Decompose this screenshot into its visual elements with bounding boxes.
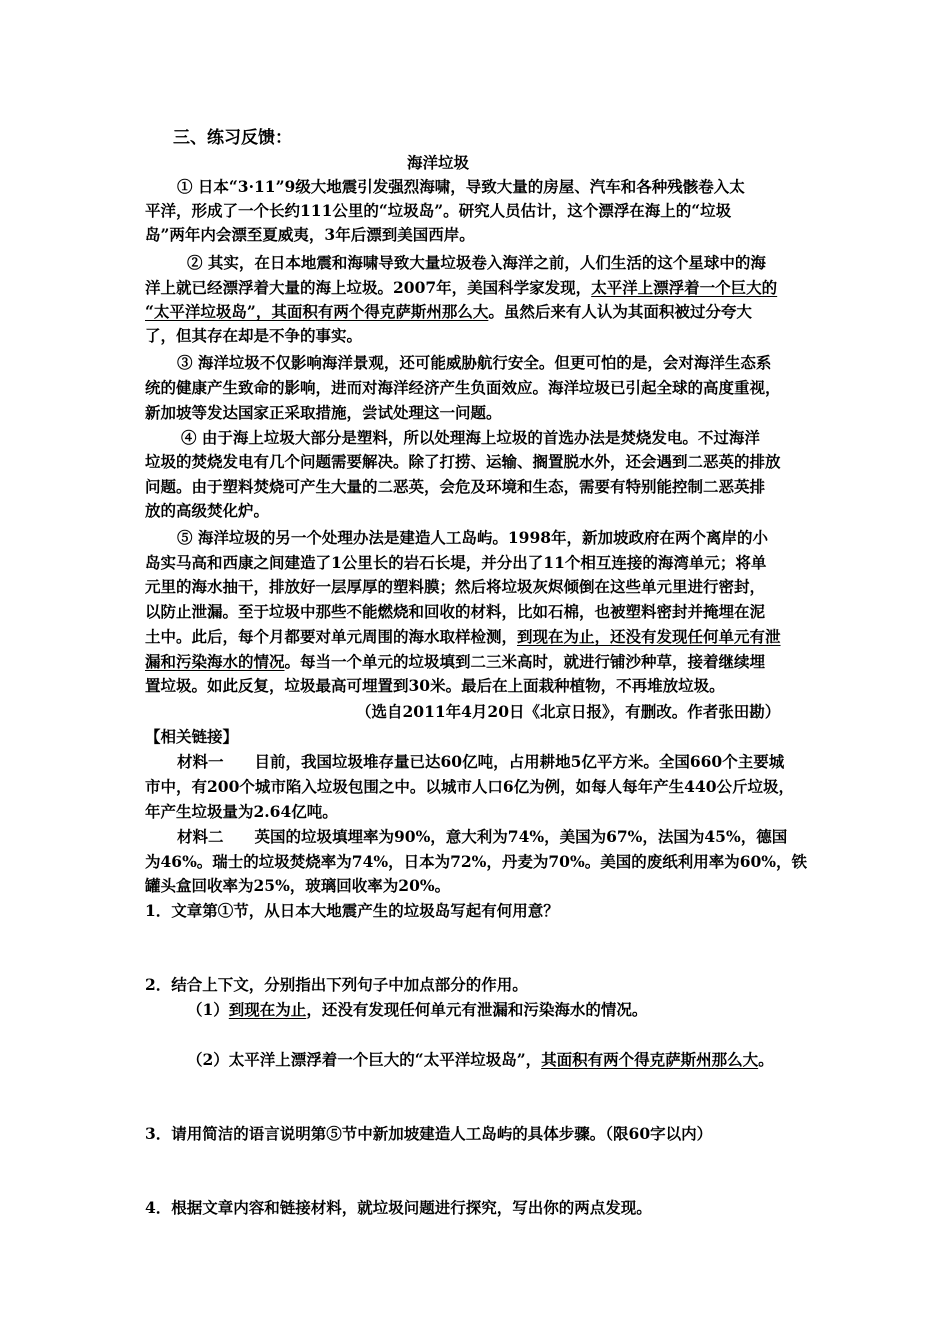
p5-underlined-phrase-cont: 漏和污染海水的情况 [145, 652, 285, 671]
question-2-2 [187, 1050, 774, 1070]
p2-line-3 [145, 302, 752, 322]
question-2-1-text: ，还没有发现任何单元有泄漏和污染海水的情况。 [306, 1000, 648, 1019]
section-title: 三、练习反馈： [173, 128, 292, 148]
p2-line-2-text: 洋上就已经漂浮着大量的海上垃圾。2007年，美国科学家发现， [145, 278, 592, 297]
p2-line-2 [145, 278, 777, 298]
material-2-line-2: 为46%。瑞士的垃圾焚烧率为74%，日本为72%，丹麦为70%。美国的废纸利用率为60%，铁 [145, 852, 807, 871]
material-1-line-2: 市中，有200个城市陷入垃圾包围之中。以城市人口6亿为例，如每人每年产生440公斤垃圾， [145, 777, 794, 796]
p4-line-1: ④ 由于海上垃圾大部分是塑料，所以处理海上垃圾的首选办法是焚烧发电。不过海洋 [181, 428, 760, 447]
material-2-line-3: 罐头盒回收率为25%，玻璃回收率为20%。 [145, 876, 451, 895]
question-2-2-underlined: 其面积有两个得克萨斯州那么大 [541, 1050, 759, 1069]
p5-line-6 [145, 652, 765, 672]
p2-underlined-phrase-cont: “太平洋垃圾岛”，其面积有两个得克萨斯州那么大 [145, 302, 489, 321]
p5-line-5 [145, 627, 781, 647]
p5-line-4: 以防止泄漏。至于垃圾中那些不能燃烧和回收的材料，比如石棉，也被塑料密封并掩埋在泥 [145, 602, 766, 621]
p2-underlined-phrase: 太平洋上漂浮着一个巨大的 [591, 278, 778, 297]
question-2: 2．结合上下文，分别指出下列句子中加点部分的作用。 [145, 975, 528, 994]
p4-line-2: 垃圾的焚烧发电有几个问题需要解决。除了打捞、运输、搁置脱水外，还会遇到二恶英的排放 [145, 452, 781, 471]
p5-line-1: ⑤ 海洋垃圾的另一个处理办法是建造人工岛屿。1998年，新加坡政府在两个离岸的小 [177, 528, 769, 547]
p4-line-3: 问题。由于塑料焚烧可产生大量的二恶英，会危及环境和生态，需要有特别能控制二恶英排 [145, 477, 766, 496]
p5-line-6-text: 。每当一个单元的垃圾填到二三米高时，就进行铺沙种草，接着继续埋 [284, 652, 766, 671]
p5-line-3: 元里的海水抽干，排放好一层厚厚的塑料膜；然后将垃圾灰烬倾倒在这些单元里进行密封， [145, 577, 766, 596]
question-2-2-end: 。 [758, 1050, 774, 1069]
question-2-2-prefix: （2）太平洋上漂浮着一个巨大的“太平洋垃圾岛”， [187, 1050, 542, 1069]
p5-underlined-phrase: 到现在为止，还没有发现任何单元有泄 [517, 627, 781, 646]
p1-line-2: 平洋，形成了一个长约111公里的“垃圾岛”。研究人员估计，这个漂浮在海上的“垃圾 [145, 201, 732, 220]
p3-line-2: 统的健康产生致命的影响，进而对海洋经济产生负面效应。海洋垃圾已引起全球的高度重视， [145, 378, 781, 397]
p5-line-5-text: 土中。此后，每个月都要对单元周围的海水取样检测， [145, 627, 518, 646]
material-2-line-1: 材料二 英国的垃圾填埋率为90%，意大利为74%，美国为67%，法国为45%，德国 [177, 827, 788, 846]
question-4: 4．根据文章内容和链接材料，就垃圾问题进行探究，写出你的两点发现。 [145, 1198, 652, 1217]
question-1: 1．文章第①节，从日本大地震产生的垃圾岛写起有何用意？ [145, 901, 559, 920]
p1-line-3: 岛”两年内会漂至夏威夷，3年后漂到美国西岸。 [145, 225, 475, 244]
source-citation: （选自2011年4月20日《北京日报》，有删改。作者张田勘） [356, 702, 781, 721]
question-3: 3．请用简洁的语言说明第⑤节中新加坡建造人工岛屿的具体步骤。（限60字以内） [145, 1124, 713, 1143]
material-1-line-3: 年产生垃圾量为2.64亿吨。 [145, 802, 338, 821]
p4-line-4: 放的高级焚化炉。 [145, 501, 270, 520]
question-2-1-underlined: 到现在为止 [228, 1000, 307, 1019]
p2-line-4: 了，但其存在却是不争的事实。 [145, 326, 363, 345]
p2-line-1: ② 其实，在日本地震和海啸导致大量垃圾卷入海洋之前，人们生活的这个星球中的海 [187, 253, 766, 272]
p5-line-2: 岛实马高和西康之间建造了1公里长的岩石长堤，并分出了11个相互连接的海湾单元；将单 [145, 553, 767, 572]
material-1-line-1: 材料一 目前，我国垃圾堆存量已达60亿吨，占用耕地5亿平方米。全国660个主要城 [177, 752, 785, 771]
related-links-heading: 【相关链接】 [145, 727, 239, 746]
p3-line-1: ③ 海洋垃圾不仅影响海洋景观，还可能威胁航行安全。但更可怕的是，会对海洋生态系 [177, 353, 772, 372]
question-2-1-prefix: （1） [187, 1000, 229, 1019]
question-2-1 [187, 1000, 647, 1020]
article-title: 海洋垃圾 [407, 154, 470, 172]
p1-line-1: ① 日本“3·11”9级大地震引发强烈海啸，导致大量的房屋、汽车和各种残骸卷入太 [177, 177, 745, 196]
p3-line-3: 新加坡等发达国家正采取措施，尝试处理这一问题。 [145, 403, 502, 422]
p5-line-7: 置垃圾。如此反复，垃圾最高可埋置到30米。最后在上面栽种植物，不再堆放垃圾。 [145, 676, 725, 695]
p2-line-3-text: 。虽然后来有人认为其面积被过分夸大 [488, 302, 752, 321]
